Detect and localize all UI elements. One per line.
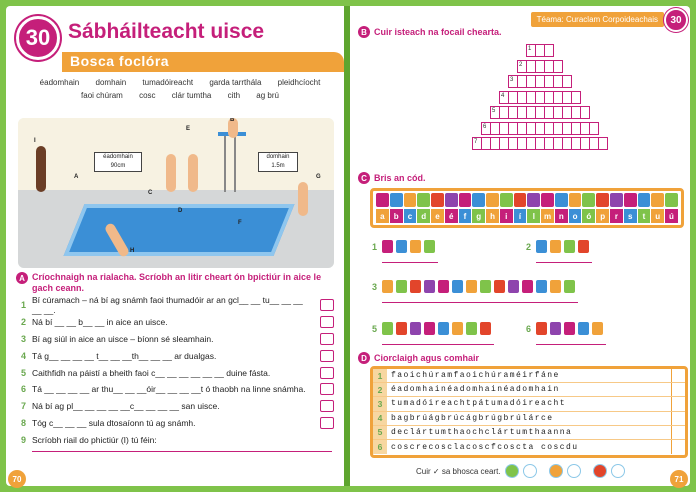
rule-number: 1 <box>20 300 26 311</box>
swimsuit-symbol-icon <box>472 193 485 207</box>
word-search-row <box>373 412 685 426</box>
letter-cell[interactable] <box>544 44 554 57</box>
letter-cell[interactable] <box>571 91 581 104</box>
section-letter-a: A <box>16 272 28 284</box>
swimsuit-symbol-icon <box>536 322 547 335</box>
rule-number: 9 <box>20 434 26 445</box>
swimsuit-symbol-icon <box>404 193 417 207</box>
section-c-header <box>358 172 426 184</box>
vocab-row-2 <box>30 89 330 102</box>
code-letter: a <box>376 209 389 223</box>
deep-sign-depth: 1.5m <box>271 163 285 169</box>
swimsuit-symbol-icon <box>410 280 421 293</box>
rule-number: 7 <box>20 401 26 412</box>
wordbox-title: Bosca foclóra <box>62 52 344 72</box>
vocab-word: éadomhain <box>39 78 80 87</box>
row-number: 2 <box>373 383 387 396</box>
answer-box[interactable] <box>320 400 334 412</box>
rule-number: 3 <box>20 333 26 344</box>
word-search-row <box>373 383 685 397</box>
rule-item <box>16 398 340 415</box>
theme-banner: Téama: Curaclam Corpoideachais <box>531 12 664 27</box>
swimsuit-symbol-icon <box>438 322 449 335</box>
pyramid-row <box>517 60 562 73</box>
neutral-face-icon <box>549 464 563 478</box>
happy-face-icon <box>505 464 519 478</box>
rule-text: Ná bí ag pl__ __ __ __ __c__ __ __ __ san uisce. <box>32 401 220 412</box>
count-box[interactable] <box>671 440 685 454</box>
picture-label: H <box>130 248 135 254</box>
letter-cell[interactable] <box>580 106 590 119</box>
write-line[interactable] <box>32 451 332 452</box>
code-letter: h <box>486 209 499 223</box>
code-letter: c <box>404 209 417 223</box>
row-number: 1 <box>373 369 387 382</box>
section-c-heading: Bris an cód. <box>374 172 426 183</box>
swimsuit-symbol-icon <box>638 193 651 207</box>
letter-cell[interactable] <box>553 60 563 73</box>
swimsuit-symbol-icon <box>541 193 554 207</box>
vocab-word: ag brú <box>256 91 279 100</box>
answer-line[interactable] <box>382 302 578 303</box>
swimsuit-symbol-icon <box>417 193 430 207</box>
swimsuit-symbol-icon <box>390 193 403 207</box>
code-letter: g <box>472 209 485 223</box>
swimsuit-symbol-icon <box>424 240 435 253</box>
count-box[interactable] <box>671 412 685 425</box>
swimsuit-symbol-icon <box>459 193 472 207</box>
deep-sign-title: domhain <box>266 154 290 160</box>
sad-face-icon <box>593 464 607 478</box>
code-letter: m <box>541 209 554 223</box>
rule-item <box>16 364 340 381</box>
swimsuit-symbol-icon <box>522 280 533 293</box>
picture-label: F <box>238 220 242 226</box>
code-letters-row <box>373 209 681 223</box>
pyramid-row <box>481 122 598 135</box>
swimsuit-symbol-icon <box>596 193 609 207</box>
vocab-word: garda tarrthála <box>209 78 262 87</box>
answer-box[interactable] <box>320 350 334 362</box>
pyramid-row-number: 5 <box>492 108 496 114</box>
swimsuit-symbol-icon <box>592 322 603 335</box>
page-number-right: 71 <box>670 470 688 488</box>
letter-string[interactable]: bagbrúágbrúcágbrúgbrúlárce <box>391 413 554 423</box>
swimsuit-symbol-icon <box>508 280 519 293</box>
code-letter: i <box>500 209 513 223</box>
swimsuit-symbol-icon <box>438 280 449 293</box>
letter-string[interactable]: faoichúramfaoichúraméirfáne <box>391 371 560 381</box>
section-d-header <box>358 352 479 364</box>
swimsuit-symbol-icon <box>569 193 582 207</box>
showering-child-figure <box>166 154 176 192</box>
code-letter: í <box>514 209 527 223</box>
puzzle-number: 5 <box>372 323 378 334</box>
code-letter: b <box>390 209 403 223</box>
swimsuit-symbol-icon <box>536 240 547 253</box>
rule-item <box>16 297 340 314</box>
swimsuit-symbol-icon <box>564 280 575 293</box>
answer-box[interactable] <box>320 333 334 345</box>
vocab-word: pleidhcíocht <box>277 78 321 87</box>
swimsuit-symbol-icon <box>514 193 527 207</box>
rule-text: Tá __ __ __ __ ar thu__ __ __óir__ __ __ __t ó thaobh na linne snámha. <box>32 384 306 395</box>
unit-title: Sábháilteacht uisce <box>68 20 265 43</box>
swimsuit-symbol-icon <box>550 240 561 253</box>
code-letter: ú <box>665 209 678 223</box>
code-puzzle <box>372 280 575 293</box>
picture-label: A <box>74 174 79 180</box>
swimsuit-symbol-icon <box>396 240 407 253</box>
letter-string[interactable]: tumadóireachtpátumadóireacht <box>391 399 567 409</box>
picture-label: G <box>316 174 321 180</box>
word-search-row <box>373 397 685 411</box>
word-search-row <box>373 369 685 383</box>
count-box[interactable] <box>671 383 685 396</box>
code-letter: n <box>555 209 568 223</box>
left-page <box>6 6 344 486</box>
code-letter: t <box>638 209 651 223</box>
code-letter: d <box>417 209 430 223</box>
swimsuit-symbol-icon <box>466 322 477 335</box>
swimsuit-symbol-icon <box>494 280 505 293</box>
swimsuit-symbol-icon <box>396 280 407 293</box>
section-b-heading: Cuir isteach na focail chearta. <box>374 26 502 37</box>
swimsuit-symbol-icon <box>527 193 540 207</box>
code-letter: f <box>459 209 472 223</box>
swimsuit-symbol-icon <box>410 240 421 253</box>
puzzle-number: 2 <box>526 241 532 252</box>
answer-line[interactable] <box>382 262 438 263</box>
letter-cell[interactable] <box>598 137 608 150</box>
vocab-word: cith <box>227 91 241 100</box>
swimsuit-symbol-icon <box>486 193 499 207</box>
answer-box[interactable] <box>320 299 334 311</box>
swimsuit-symbol-icon <box>424 280 435 293</box>
rule-text: Tóg c__ __ __ sula dtosaíonn tú ag snámh. <box>32 417 196 428</box>
rule-item <box>16 331 340 348</box>
swimsuit-symbol-icon <box>578 322 589 335</box>
swimsuit-symbol-icon <box>665 193 678 207</box>
rule-number: 8 <box>20 417 26 428</box>
rule-text: Caithfidh na páistí a bheith faoi c__ __ __ __ __ __ duine fásta. <box>32 367 271 378</box>
rule-item <box>16 431 340 448</box>
swimsuit-symbol-icon <box>424 322 435 335</box>
picture-label: B <box>230 118 235 123</box>
vocabulary-list <box>30 76 330 102</box>
swimsuit-symbol-icon <box>550 322 561 335</box>
pyramid-row-number: 6 <box>483 123 487 130</box>
rule-number: 6 <box>20 384 26 395</box>
swimsuit-symbol-icon <box>452 280 463 293</box>
swimsuit-symbol-icon <box>382 322 393 335</box>
rule-item <box>16 347 340 364</box>
section-b-header <box>358 26 502 38</box>
swimsuit-symbol-icon <box>651 193 664 207</box>
rule-number: 4 <box>20 350 26 361</box>
letter-cell[interactable] <box>589 122 599 135</box>
swimsuit-symbol-icon <box>466 280 477 293</box>
answer-box[interactable] <box>320 316 334 328</box>
puzzle-number: 1 <box>372 241 378 252</box>
rule-text: Ná bí __ __ b__ __ in aice an uisce. <box>32 317 168 328</box>
picture-label: D <box>178 208 183 214</box>
unit-number-badge: 30 <box>16 16 60 60</box>
swimsuit-symbol-icon <box>396 322 407 335</box>
swimsuit-symbol-icon <box>480 322 491 335</box>
answer-line[interactable] <box>536 262 592 263</box>
row-number: 3 <box>373 397 387 410</box>
swimsuit-symbol-icon <box>431 193 444 207</box>
section-a <box>16 272 340 452</box>
pyramid-row <box>499 91 580 104</box>
shallow-sign <box>94 152 142 172</box>
swimsuit-symbol-icon <box>376 193 389 207</box>
puzzle-number: 6 <box>526 323 532 334</box>
code-letter: u <box>651 209 664 223</box>
page-number-left: 70 <box>8 470 26 488</box>
puzzle-number: 3 <box>372 281 378 292</box>
word-search-row <box>373 440 685 454</box>
picture-label: I <box>34 138 36 144</box>
swimsuit-symbol-icon <box>582 193 595 207</box>
vocab-word: clár tumtha <box>171 91 212 100</box>
code-letter: s <box>624 209 637 223</box>
swimsuit-symbol-icon <box>500 193 513 207</box>
pyramid-row-number: 1 <box>528 46 532 52</box>
swimsuit-symbol-icon <box>550 280 561 293</box>
pyramid-row <box>508 75 571 88</box>
letter-string[interactable]: declártumthaochclártumthaanna <box>391 427 573 437</box>
pyramid-row-number: 4 <box>501 92 505 99</box>
vocab-word: domhain <box>95 78 127 87</box>
rule-text: Tá g__ __ __ __ t__ __ __th__ __ __ ar dualgas. <box>32 350 217 361</box>
section-letter-d: D <box>358 352 370 364</box>
pyramid-row-number: 2 <box>519 61 523 68</box>
vocab-word: tumadóireacht <box>142 78 194 87</box>
deep-sign <box>258 152 298 172</box>
swimsuit-symbol-icon <box>452 322 463 335</box>
section-a-heading: Críochnaigh na rialacha. Scríobh an litir cheart ón bpictiúr in aice le gach ceann. <box>32 272 322 293</box>
code-symbols-row <box>373 191 681 209</box>
pyramid-row <box>490 106 589 119</box>
row-number: 4 <box>373 412 387 425</box>
pyramid-row <box>472 137 607 150</box>
happy-tick-box[interactable] <box>523 464 537 478</box>
picture-label: C <box>148 190 153 196</box>
rule-text: Bí cúramach – ná bí ag snámh faoi thumadóir ar an gcl__ __ tu__ __ __ __ __. <box>32 295 303 316</box>
answer-line[interactable] <box>382 344 494 345</box>
self-assessment <box>416 464 625 478</box>
count-box[interactable] <box>671 397 685 410</box>
rule-item <box>16 415 340 432</box>
count-box[interactable] <box>671 426 685 439</box>
rule-text: Bí ag siúl in aice an uisce – bíonn sé sleamhain. <box>32 333 214 344</box>
letter-string[interactable]: coscrecosclacoscfcoscta coscdu <box>391 442 579 452</box>
word-search-grid <box>370 366 688 458</box>
code-letter: e <box>431 209 444 223</box>
letter-cell[interactable] <box>562 75 572 88</box>
answer-box[interactable] <box>320 417 334 429</box>
code-letter: o <box>569 209 582 223</box>
rule-item <box>16 381 340 398</box>
answer-box[interactable] <box>320 383 334 395</box>
diving-ladder <box>224 132 236 192</box>
lifeguard-figure <box>36 146 46 192</box>
section-a-header <box>16 272 340 294</box>
count-box[interactable] <box>671 369 685 382</box>
answer-box[interactable] <box>320 367 334 379</box>
sad-tick-box[interactable] <box>611 464 625 478</box>
section-letter-c: C <box>358 172 370 184</box>
rule-number: 5 <box>20 367 26 378</box>
word-search-row <box>373 426 685 440</box>
section-letter-b: B <box>358 26 370 38</box>
code-key <box>370 188 684 228</box>
right-page <box>350 6 690 486</box>
picture-label: E <box>186 126 191 132</box>
swimsuit-symbol-icon <box>536 280 547 293</box>
swimsuit-symbol-icon <box>564 240 575 253</box>
self-assessment-text: Cuir ✓ sa bhosca ceart. <box>416 466 501 476</box>
row-number: 6 <box>373 440 387 454</box>
code-letter: ó <box>582 209 595 223</box>
code-puzzle <box>526 240 589 253</box>
theme-unit-badge: 30 <box>664 8 688 32</box>
vocab-word: faoi chúram <box>81 91 123 100</box>
pyramid-row-number: 7 <box>474 139 478 145</box>
vocab-row-1 <box>30 76 330 89</box>
section-d-heading: Ciorclaigh agus comhair <box>374 352 480 363</box>
code-puzzle <box>372 240 435 253</box>
code-puzzle <box>372 322 491 335</box>
shallow-sign-title: éadomhain <box>103 154 133 160</box>
rule-item <box>16 314 340 331</box>
rule-number: 2 <box>20 317 26 328</box>
swimsuit-symbol-icon <box>624 193 637 207</box>
swimsuit-symbol-icon <box>610 193 623 207</box>
vocab-word: cosc <box>139 91 156 100</box>
shallow-sign-depth: 90cm <box>110 163 126 169</box>
swimsuit-symbol-icon <box>382 280 393 293</box>
row-number: 5 <box>373 426 387 439</box>
code-puzzle <box>526 322 603 335</box>
swimsuit-symbol-icon <box>480 280 491 293</box>
swimsuit-symbol-icon <box>555 193 568 207</box>
swimsuit-symbol-icon <box>410 322 421 335</box>
pyramid-row-number: 3 <box>510 77 514 83</box>
letter-string[interactable]: éadomhainéadomhainéadomhain <box>391 385 560 395</box>
swimming-pool-illustration <box>18 118 334 268</box>
code-letter: r <box>610 209 623 223</box>
poolside-child-figure <box>298 182 308 216</box>
swimsuit-symbol-icon <box>445 193 458 207</box>
rule-text: Scríobh riail do phictiúr (I) tú féin: <box>32 434 157 445</box>
swimsuit-symbol-icon <box>564 322 575 335</box>
rules-list <box>16 297 340 452</box>
code-letter: é <box>445 209 458 223</box>
showering-child-figure <box>188 154 198 192</box>
code-letter: p <box>596 209 609 223</box>
answer-line[interactable] <box>536 344 606 345</box>
swimsuit-symbol-icon <box>382 240 393 253</box>
neutral-tick-box[interactable] <box>567 464 581 478</box>
code-letter: l <box>527 209 540 223</box>
swimsuit-symbol-icon <box>578 240 589 253</box>
